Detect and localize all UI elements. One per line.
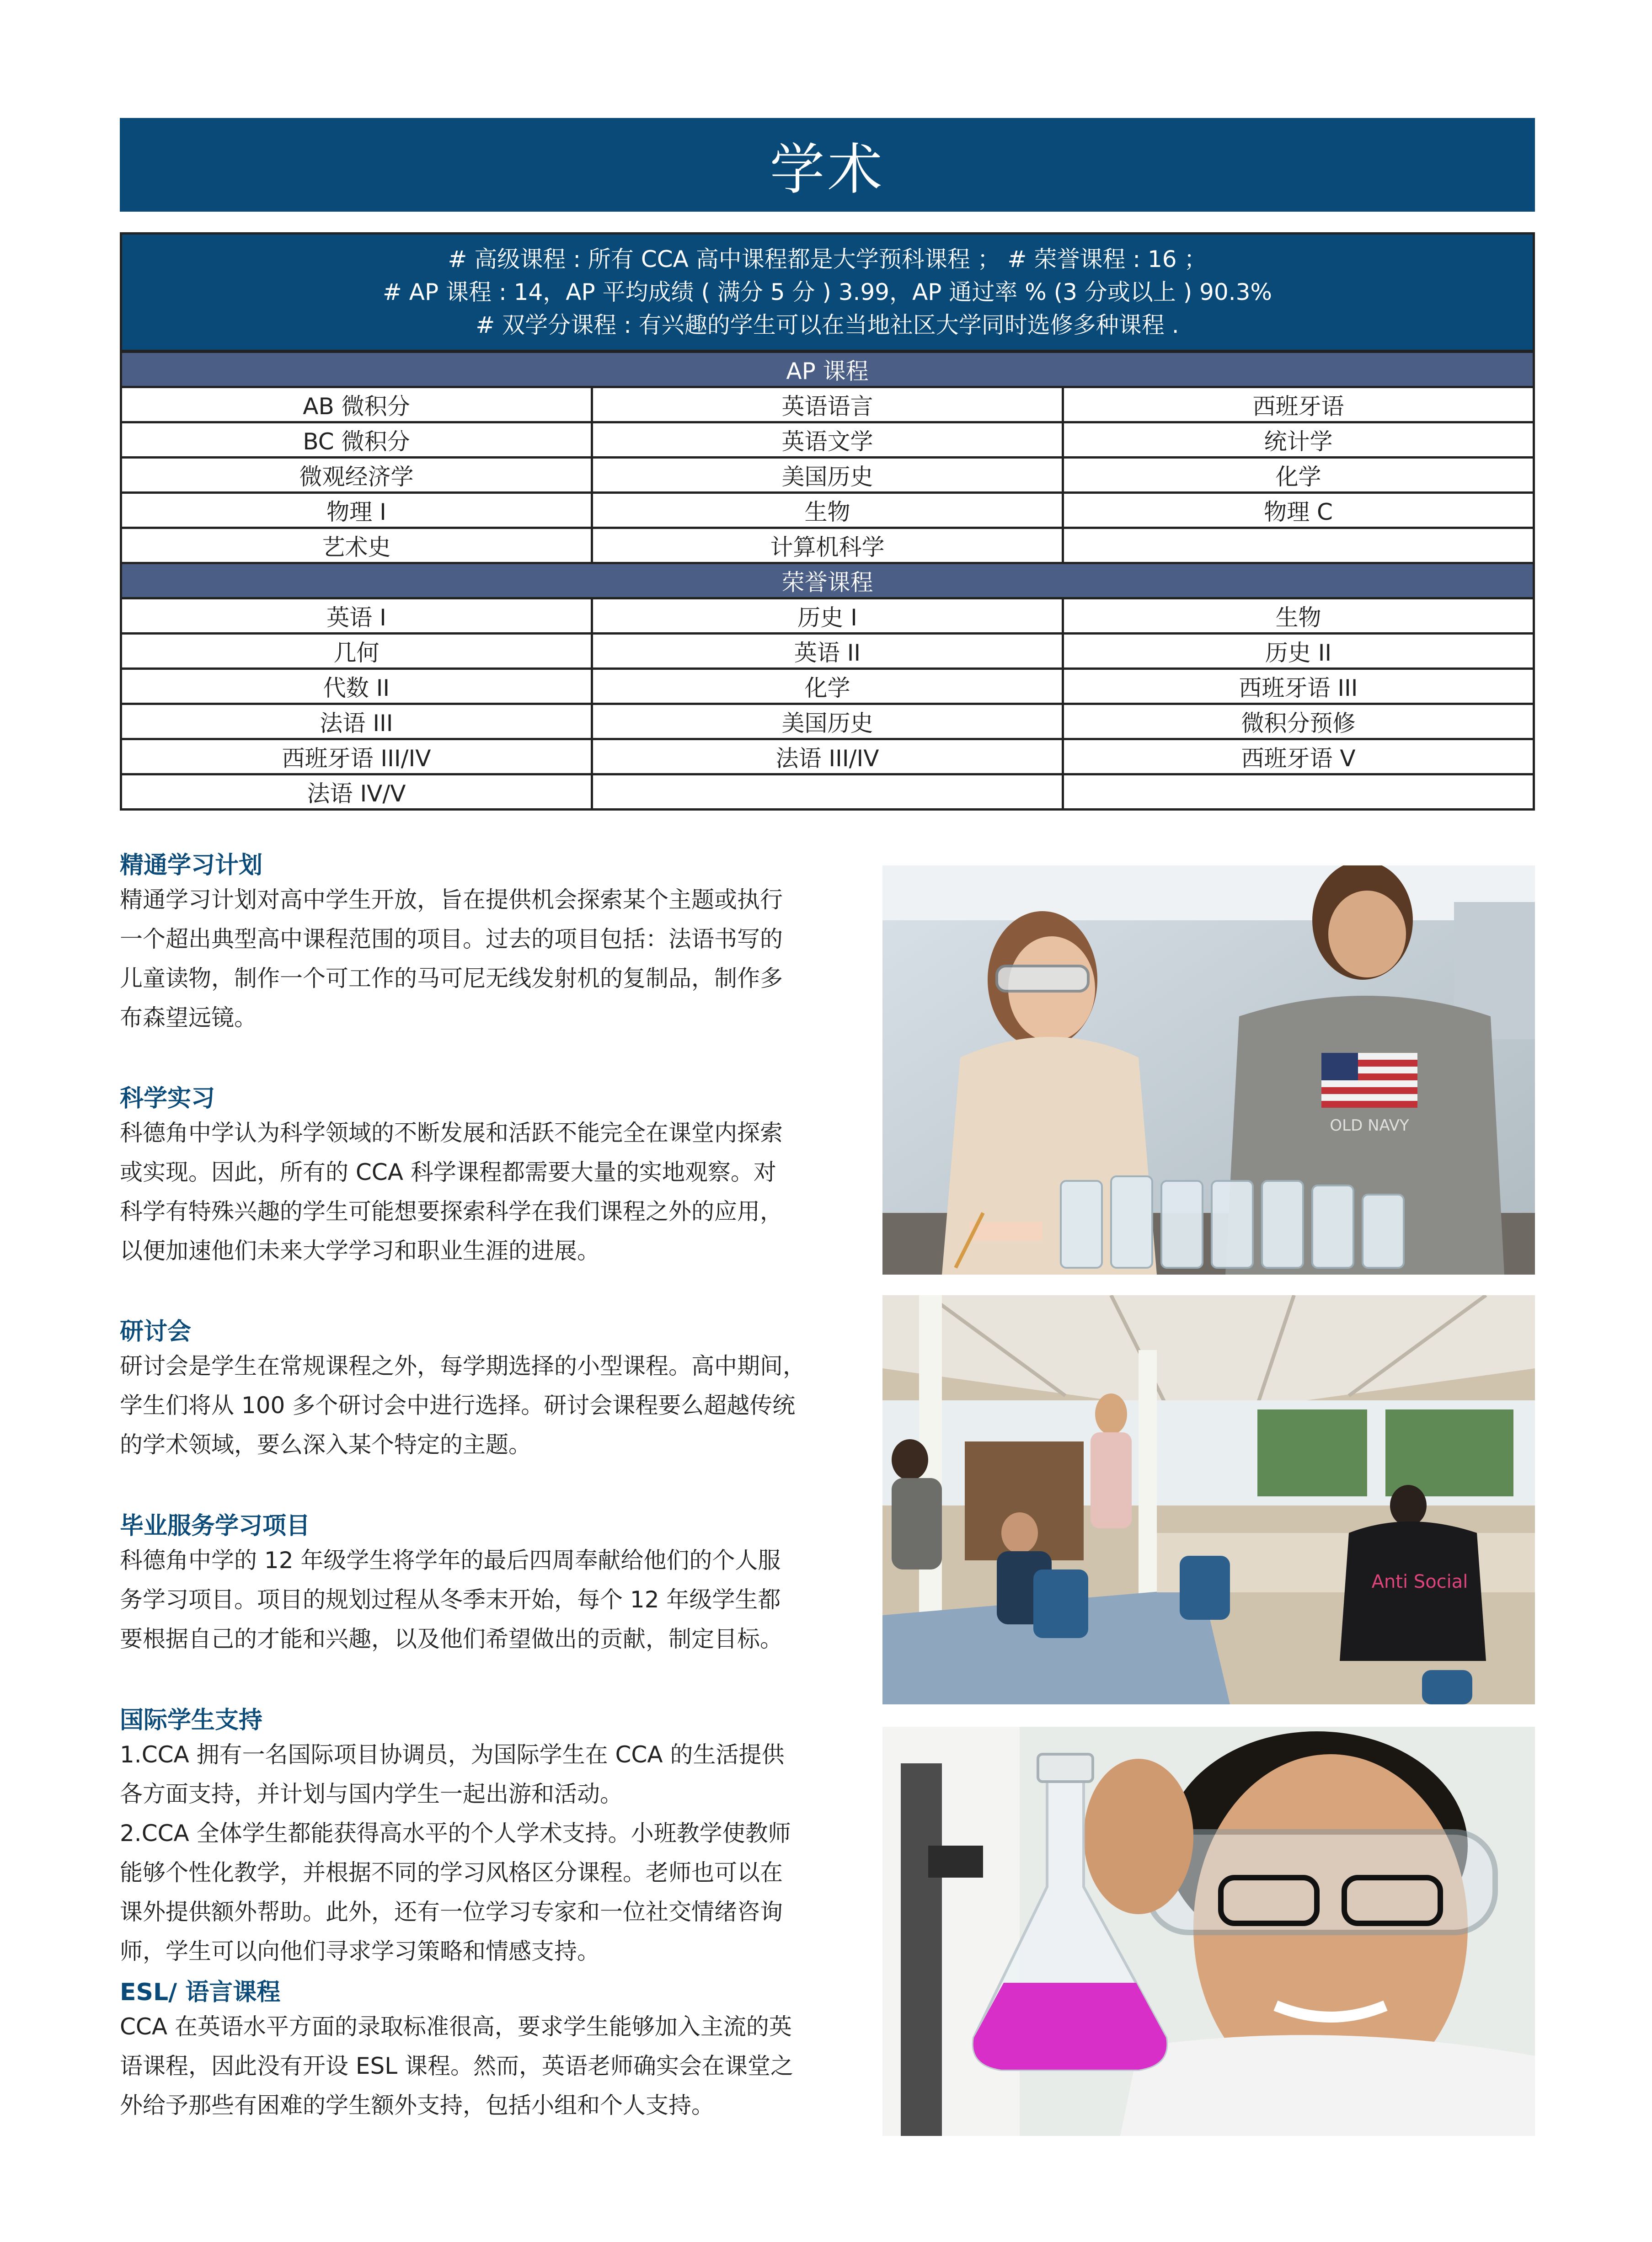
lab-students-photo bbox=[882, 865, 1535, 1275]
text-line: 1.CCA 拥有一名国际项目协调员，为国际学生在 CCA 的生活提供 bbox=[120, 1741, 785, 1768]
sweatshirt-text: Anti Social bbox=[1371, 1571, 1468, 1592]
table-cell: 西班牙语 III bbox=[1063, 669, 1534, 704]
text-line: 能够个性化教学，并根据不同的学习风格区分课程。老师也可以在 bbox=[120, 1859, 783, 1886]
table-cell: 生物 bbox=[1063, 598, 1534, 634]
text-line: 各方面支持，并计划与国内学生一起出游和活动。 bbox=[120, 1781, 623, 1807]
table-cell: BC 微积分 bbox=[121, 422, 592, 458]
text-line: 要根据自己的才能和兴趣，以及他们希望做出的贡献，制定目标。 bbox=[120, 1626, 783, 1652]
table-cell: AB 微积分 bbox=[121, 387, 592, 422]
table-cell: 英语文学 bbox=[592, 422, 1063, 458]
text-line: 2.CCA 全体学生都能获得高水平的个人学术支持。小班教学使教师 bbox=[120, 1820, 791, 1847]
table-cell: 艺术史 bbox=[121, 528, 592, 563]
magenta-liquid bbox=[973, 1983, 1167, 2070]
table-cell: 英语 I bbox=[121, 598, 592, 634]
text-line: 精通学习计划对高中学生开放，旨在提供机会探索某个主题或执行 bbox=[120, 886, 783, 913]
table-cell: 几何 bbox=[121, 634, 592, 669]
table-row bbox=[121, 458, 1534, 493]
table-row bbox=[121, 387, 1534, 422]
table-cell: 英语语言 bbox=[592, 387, 1063, 422]
text-line: 布森望远镜。 bbox=[120, 1004, 257, 1031]
summary-line-1: # 高级课程 : 所有 CCA 高中课程都是大学预科课程 ； # 荣誉课程 : 16 ； bbox=[448, 246, 1207, 272]
text-line: 科学有特殊兴趣的学生可能想要探索科学在我们课程之外的应用， bbox=[120, 1198, 783, 1225]
text-line: 一个超出典型高中课程范围的项目。过去的项目包括：法语书写的 bbox=[120, 926, 783, 952]
table-cell: 微积分预修 bbox=[1063, 704, 1534, 739]
esl-heading: ESL/ 语言课程 bbox=[120, 1979, 281, 2006]
text-line: 研讨会是学生在常规课程之外，每学期选择的小型课程。高中期间， bbox=[120, 1353, 806, 1379]
text-line: 外给予那些有困难的学生额外支持，包括小组和个人支持。 bbox=[120, 2092, 714, 2119]
glass-bottles bbox=[1061, 1176, 1404, 1268]
science-body bbox=[120, 1113, 851, 1270]
text-line: 课外提供额外帮助。此外，还有一位学习专家和一位社交情绪咨询 bbox=[120, 1899, 783, 1925]
ap-courses-table bbox=[120, 351, 1535, 811]
ap-table-header: AP 课程 bbox=[121, 352, 1534, 387]
table-cell: 化学 bbox=[1063, 458, 1534, 493]
mastery-body bbox=[120, 880, 851, 1037]
text-line: 科德角中学的 12 年级学生将学年的最后四周奉献给他们的个人服 bbox=[120, 1547, 781, 1574]
table-cell bbox=[1063, 774, 1534, 810]
text-line: 或实现。因此，所有的 CCA 科学课程都需要大量的实地观察。对 bbox=[120, 1159, 776, 1185]
summary-box bbox=[120, 232, 1535, 352]
text-line: 务学习项目。项目的规划过程从冬季末开始，每个 12 年级学生都 bbox=[120, 1586, 781, 1613]
table-cell bbox=[592, 774, 1063, 810]
table-cell: 历史 I bbox=[592, 598, 1063, 634]
table-cell: 物理 C bbox=[1063, 493, 1534, 528]
page-title: 学术 bbox=[120, 118, 1535, 212]
service-body bbox=[120, 1541, 851, 1659]
text-line: 学生们将从 100 多个研讨会中进行选择。研讨会课程要么超越传统 bbox=[120, 1392, 796, 1419]
table-cell: 代数 II bbox=[121, 669, 592, 704]
table-cell: 西班牙语 V bbox=[1063, 739, 1534, 774]
text-line: 科德角中学认为科学领域的不断发展和活跃不能完全在课堂内探索 bbox=[120, 1120, 783, 1146]
table-cell: 美国历史 bbox=[592, 704, 1063, 739]
honors-table-header: 荣誉课程 bbox=[121, 563, 1534, 598]
text-line: 语课程，因此没有开设 ESL 课程。然而，英语老师确实会在课堂之 bbox=[120, 2053, 793, 2079]
table-cell: 微观经济学 bbox=[121, 458, 592, 493]
table-row bbox=[121, 669, 1534, 704]
table-cell: 美国历史 bbox=[592, 458, 1063, 493]
table-row bbox=[121, 528, 1534, 563]
text-line: 的学术领域，要么深入某个特定的主题。 bbox=[120, 1431, 531, 1458]
mastery-heading: 精通学习计划 bbox=[120, 852, 263, 879]
flag-graphic bbox=[1321, 1053, 1417, 1108]
summary-line-3: # 双学分课程 : 有兴趣的学生可以在当地社区大学同时选修多种课程 . bbox=[476, 312, 1179, 338]
table-cell: 法语 III/IV bbox=[592, 739, 1063, 774]
table-cell: 西班牙语 bbox=[1063, 387, 1534, 422]
seminar-heading: 研讨会 bbox=[120, 1318, 192, 1345]
seminar-body bbox=[120, 1346, 851, 1464]
table-row bbox=[121, 634, 1534, 669]
table-cell: 法语 III bbox=[121, 704, 592, 739]
international-heading: 国际学生支持 bbox=[120, 1707, 263, 1734]
international-body bbox=[120, 1735, 851, 1971]
table-cell bbox=[1063, 528, 1534, 563]
text-line: 师，学生可以向他们寻求学习策略和情感支持。 bbox=[120, 1938, 600, 1964]
table-cell: 物理 I bbox=[121, 493, 592, 528]
text-line: 儿童读物，制作一个可工作的马可尼无线发射机的复制品，制作多 bbox=[120, 965, 783, 992]
flask-student-photo bbox=[882, 1727, 1535, 2136]
summary-line-2: # AP 课程 : 14，AP 平均成绩 ( 满分 5 分 ) 3.99，AP 通过率 % (3 分或以上 ) 90.3% bbox=[383, 279, 1272, 305]
table-row bbox=[121, 493, 1534, 528]
table-row bbox=[121, 422, 1534, 458]
table-cell: 法语 IV/V bbox=[121, 774, 592, 810]
table-cell: 历史 II bbox=[1063, 634, 1534, 669]
table-row bbox=[121, 774, 1534, 810]
table-row bbox=[121, 704, 1534, 739]
esl-body bbox=[120, 2007, 851, 2125]
classroom-photo bbox=[882, 1295, 1535, 1704]
shirt-text: OLD NAVY bbox=[1330, 1116, 1409, 1135]
science-heading: 科学实习 bbox=[120, 1085, 215, 1112]
text-line: 以便加速他们未来大学学习和职业生涯的进展。 bbox=[120, 1238, 600, 1264]
table-cell: 生物 bbox=[592, 493, 1063, 528]
table-row bbox=[121, 598, 1534, 634]
table-cell: 计算机科学 bbox=[592, 528, 1063, 563]
text-line: CCA 在英语水平方面的录取标准很高，要求学生能够加入主流的英 bbox=[120, 2013, 792, 2040]
table-cell: 化学 bbox=[592, 669, 1063, 704]
table-row bbox=[121, 739, 1534, 774]
table-cell: 英语 II bbox=[592, 634, 1063, 669]
table-cell: 统计学 bbox=[1063, 422, 1534, 458]
table-cell: 西班牙语 III/IV bbox=[121, 739, 592, 774]
service-heading: 毕业服务学习项目 bbox=[120, 1512, 310, 1540]
